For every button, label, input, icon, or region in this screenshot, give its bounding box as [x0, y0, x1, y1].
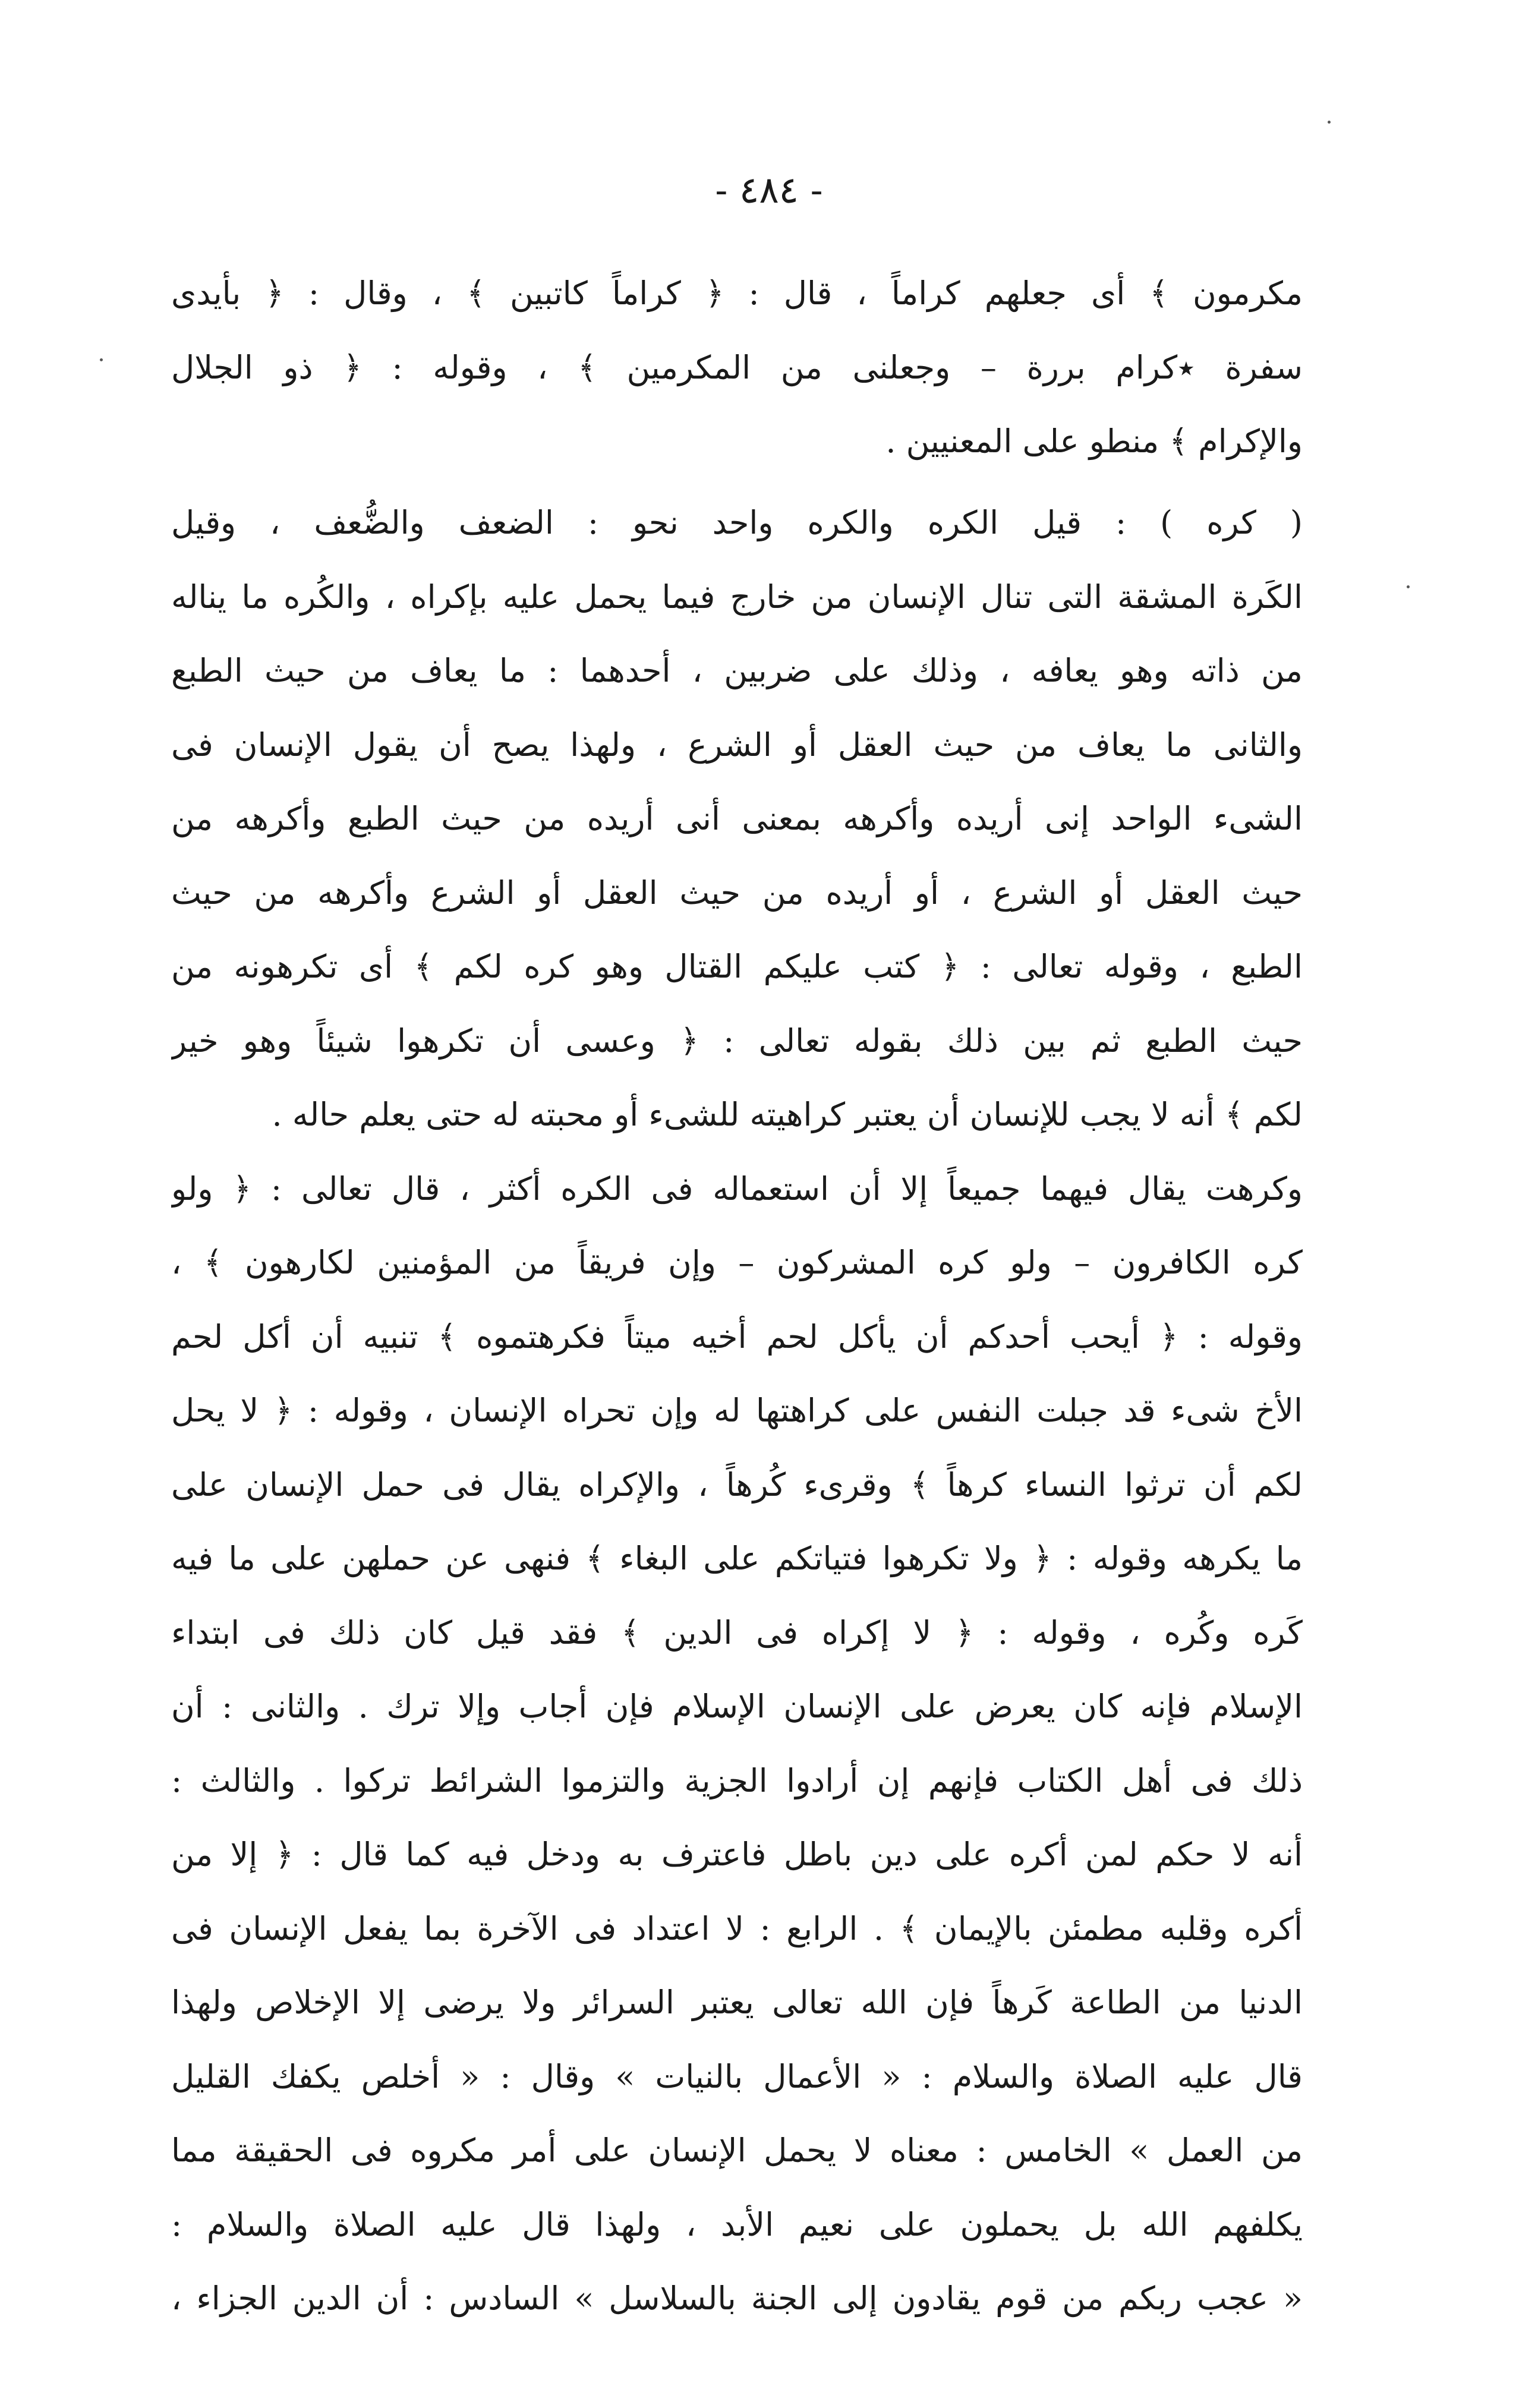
text-line: أنه لا حكم لمن أكره على دين باطل فاعترف به ودخل فيه كما قال : ﴿ إلا من	[171, 1836, 1303, 1873]
text-line: مكرمون ﴾ أى جعلهم كراماً ، قال : ﴿ كراماً كاتبين ﴾ ، وقال : ﴿ بأيدى	[171, 275, 1303, 312]
text-line: الإسلام فإنه كان يعرض على الإنسان الإسلام فإن أجاب وإلا ترك . والثانى : أن	[171, 1688, 1303, 1725]
text-line: قال عليه الصلاة والسلام : « الأعمال بالنيات » وقال : « أخلص يكفك القليل	[171, 2057, 1303, 2095]
text-line: ما يكرهه وقوله : ﴿ ولا تكرهوا فتياتكم على البغاء ﴾ فنهى عن حملهن على ما فيه	[171, 1540, 1303, 1577]
scan-speck	[1407, 585, 1410, 588]
text-line: والثانى ما يعاف من حيث العقل أو الشرع ، ولهذا يصح أن يقول الإنسان فى	[171, 726, 1303, 764]
page-number: - ٤٨٤ -	[715, 168, 823, 212]
text-line: حيث العقل أو الشرع ، أو أريده من حيث العقل أو الشرع وأكرهه من حيث	[171, 874, 1303, 912]
entry-karh	[171, 486, 1303, 2336]
text-line: لكم أن ترثوا النساء كرهاً ﴾ وقرىء كُرهاً ، والإكراه يقال فى حمل الإنسان على	[171, 1465, 1303, 1504]
text-line: أكره وقلبه مطمئن بالإيمان ﴾ . الرابع : لا اعتداد فى الآخرة بما يفعل الإنسان فى	[171, 1909, 1303, 1947]
text-line: الشىء الواحد إنى أريده وأكرهه بمعنى أنى أريده من حيث الطبع وأكرهه من	[171, 800, 1303, 837]
text-line: الطبع ، وقوله تعالى : ﴿ كتب عليكم القتال وهو كره لكم ﴾ أى تكرهونه من	[171, 948, 1303, 985]
text-line: الكَرة المشقة التى تنال الإنسان من خارج فيما يحمل عليه بإكراه ، والكُره ما يناله	[171, 578, 1303, 616]
scan-speck	[1328, 121, 1331, 124]
text-line: الأخ شىء قد جبلت النفس على كراهتها له وإن تحراه الإنسان ، وقوله : ﴿ لا يحل	[171, 1392, 1303, 1429]
text-line: من ذاته وهو يعافه ، وذلك على ضربين ، أحدهما : ما يعاف من حيث الطبع	[171, 652, 1303, 689]
text-line: كره الكافرون – ولو كره المشركون – وإن فريقاً من المؤمنين لكارهون ﴾ ،	[171, 1244, 1303, 1281]
intro-paragraph	[171, 257, 1303, 479]
text-line: كَره وكُره ، وقوله : ﴿ لا إكراه فى الدين ﴾ فقد قيل كان ذلك فى ابتداء	[171, 1613, 1303, 1651]
text-line: وقوله : ﴿ أيحب أحدكم أن يأكل لحم أخيه ميتاً فكرهتموه ﴾ تنبيه أن أكل لحم	[171, 1318, 1303, 1356]
text-line: حيث الطبع ثم بين ذلك بقوله تعالى : ﴿ وعسى أن تكرهوا شيئاً وهو خير	[171, 1022, 1303, 1060]
text-line: « عجب ربكم من قوم يقادون إلى الجنة بالسلاسل » السادس : أن الدين الجزاء ،	[171, 2280, 1303, 2317]
text-line: من العمل » الخامس : معناه لا يحمل الإنسان على أمر مكروه فى الحقيقة مما	[171, 2132, 1303, 2169]
text-line: الدنيا من الطاعة كَرهاً فإن الله تعالى يعتبر السرائر ولا يرضى إلا الإخلاص ولهذا	[171, 1984, 1303, 2021]
text-line: ذلك فى أهل الكتاب فإنهم إن أرادوا الجزية والتزموا الشرائط تركوا . والثالث :	[171, 1761, 1303, 1799]
text-line: والإكرام ﴾ منطو على المعنيين .	[885, 423, 1303, 460]
entry-heading-line: ( كره ) : قيل الكره والكره واحد نحو : الضعف والضُّعف ، وقيل	[171, 504, 1303, 541]
text-line: لكم ﴾ أنه لا يجب للإنسان أن يعتبر كراهيته للشىء أو محبته له حتى يعلم حاله .	[272, 1096, 1303, 1133]
text-line: وكرهت يقال فيهما جميعاً إلا أن استعماله فى الكره أكثر ، قال تعالى : ﴿ ولو	[171, 1170, 1303, 1208]
scan-speck	[100, 358, 103, 361]
text-line: سفرة ٭كرام بررة – وجعلنى من المكرمين ﴾ ، وقوله : ﴿ ذو الجلال	[171, 348, 1303, 386]
text-line: يكلفهم الله بل يحملون على نعيم الأبد ، ولهذا قال عليه الصلاة والسلام :	[171, 2205, 1303, 2243]
